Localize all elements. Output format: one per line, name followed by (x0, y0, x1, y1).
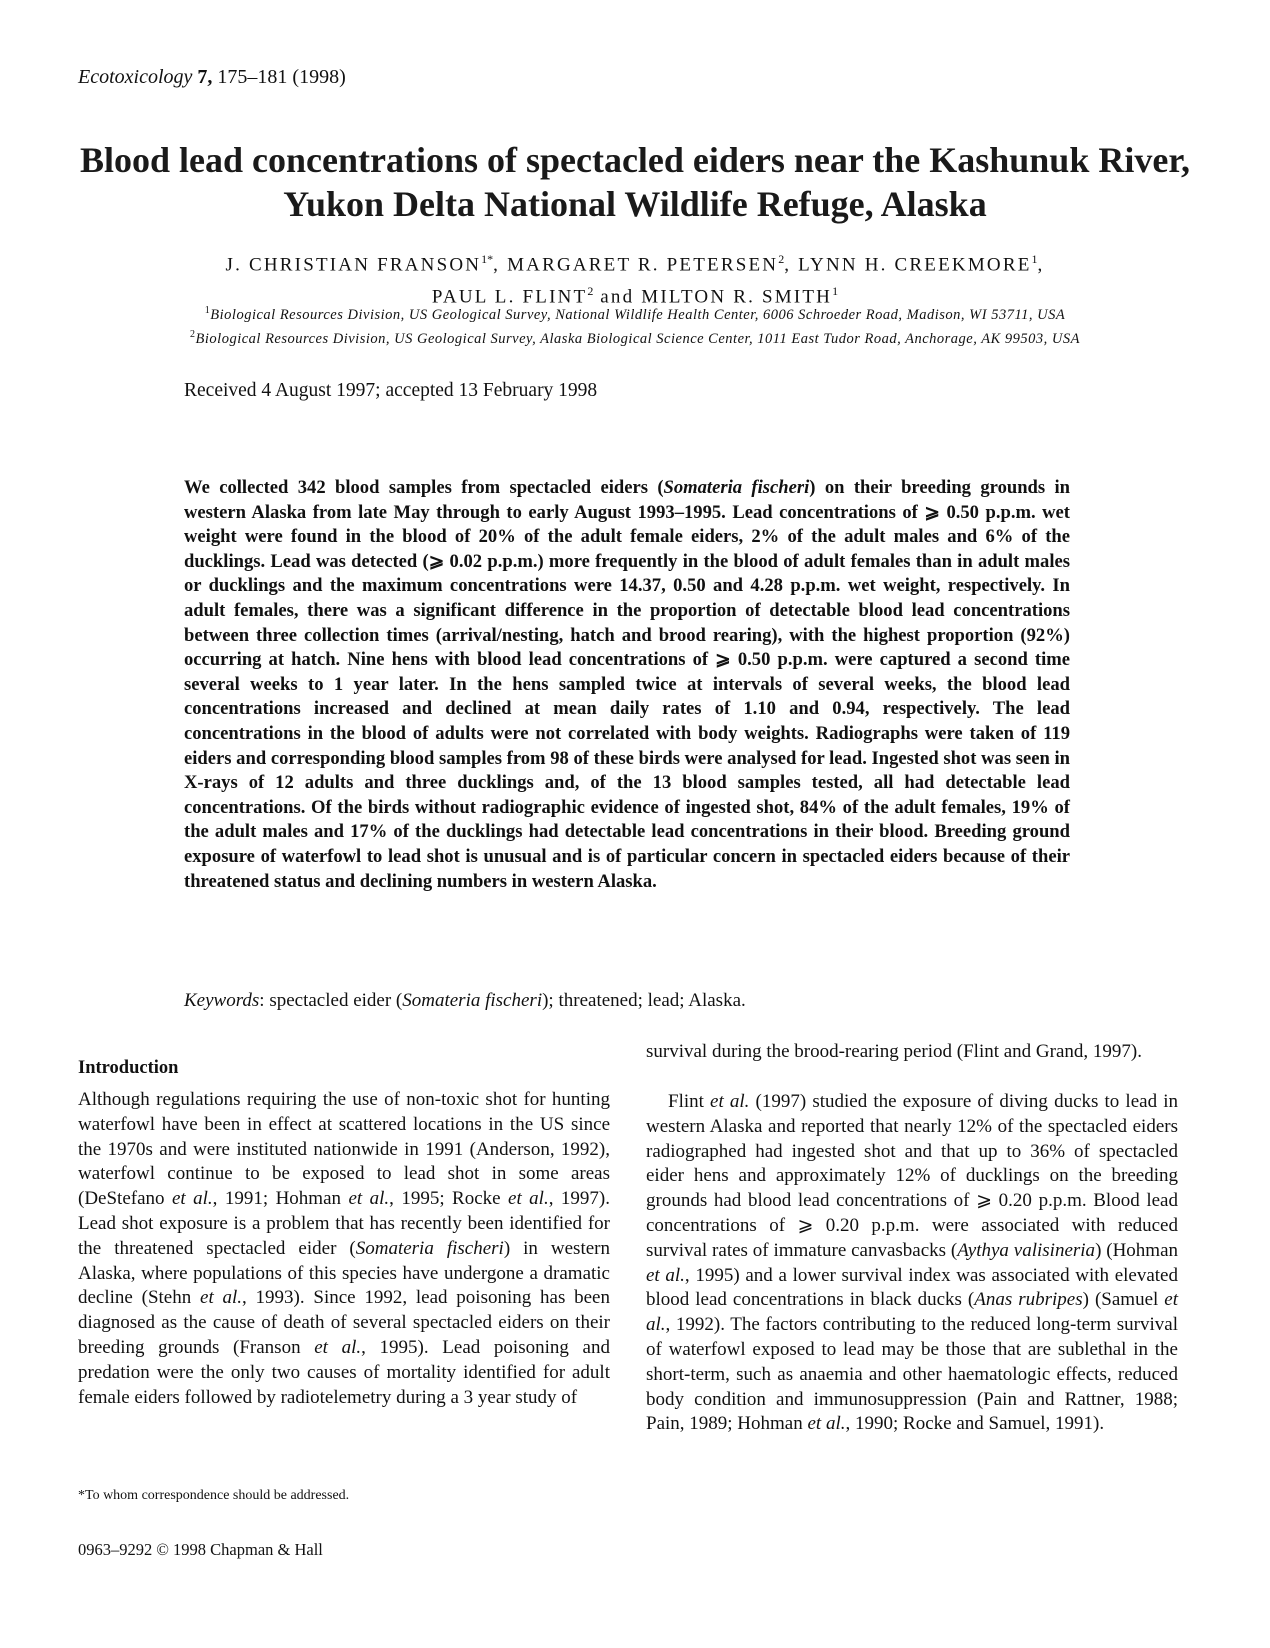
copyright-line: 0963–9292 © 1998 Chapman & Hall (78, 1540, 323, 1559)
et-al: et al. (710, 1091, 750, 1112)
journal-citation (78, 66, 346, 89)
et-al: et al. (508, 1188, 549, 1210)
author-affil-mark: 2 (587, 284, 594, 299)
abstract-text: We collected 342 blood samples from spectacled eiders ( (184, 477, 664, 498)
species-name: Somateria fischeri (355, 1237, 504, 1259)
journal-pages-year: 175–181 (1998) (217, 66, 346, 88)
body-text: Flint (668, 1091, 711, 1112)
body-text: , 1990; Rocke and Samuel, 1991). (845, 1413, 1105, 1435)
body-text: , 1991; Hohman (212, 1188, 349, 1210)
et-al: et al. (200, 1287, 243, 1309)
abstract (184, 476, 1070, 894)
body-text: ) in western Alaska, where populations of this species have undergone a dramatic decline (Stehn (78, 1237, 610, 1309)
paper-title: Blood lead concentrations of spectacled eiders near the Kashunuk River, Yukon Delta National Wildlife Refuge, Alaska (79, 140, 1190, 224)
et-al: et al. (646, 1289, 1178, 1336)
keywords (184, 990, 746, 1012)
author-affil-mark: 1* (481, 252, 494, 266)
affil-text: Biological Resources Division, US Geological Survey, National Wildlife Health Center, 6006 Schroeder Road, Madison, WI 53711, USA (210, 306, 1066, 323)
body-text: Although regulations requiring the use of non-toxic shot for hunting waterfowl have been in effect at scattered locations in the US since the 1970s and were instituted nationwide in 1991 (Anderson, 1992), waterfowl continue to be exposed to lead shot in some areas (DeStefano (78, 1089, 610, 1210)
body-text: ) (Hohman (1095, 1239, 1178, 1261)
correspondence-footnote: *To whom correspondence should be addressed. (78, 1488, 350, 1503)
received-dates: Received 4 August 1997; accepted 13 February 1998 (184, 380, 598, 401)
et-al: et al. (348, 1188, 390, 1210)
body-text: , 1997). Lead shot exposure is a problem that has recently been identified for the threatened spectacled eider ( (78, 1188, 610, 1259)
journal-volume: 7, (197, 66, 213, 88)
intro-paragraph-2 (646, 1090, 1178, 1437)
affil-mark: 1 (204, 305, 211, 316)
body-text: , 1993). Since 1992, lead poisoning has been diagnosed as the cause of death of several spectacled eiders on their breeding grounds (Franson (78, 1287, 610, 1358)
body-text: , 1995). Lead poisoning and predation were the only two causes of mortality identified for adult female eiders followed by radiotelemetry during a 3 year study of (78, 1336, 610, 1408)
keywords-text: ); threatened; lead; Alaska. (542, 990, 746, 1011)
species-name: Somateria fischeri (663, 477, 810, 498)
species-name: Somateria fischeri (402, 990, 543, 1011)
body-text: ) (Samuel (1082, 1289, 1165, 1311)
affiliations (90, 301, 1180, 349)
keywords-text: : spectacled eider ( (259, 990, 403, 1011)
section-heading-introduction: Introduction (78, 1058, 179, 1078)
et-al: et al. (314, 1336, 362, 1358)
et-al: et al. (807, 1413, 846, 1435)
et-al: et al. (171, 1188, 213, 1210)
body-text: (1997) studied the exposure of diving ducks to lead in western Alaska and reported that nearly 12% of the spectacled eiders radiographed had ingested shot and that up to 36% of spectacled eider hens and approximately 12% of ducklings on the breeding grounds had blood lead concentrations of ⩾ 0.20 p.p.m. Blood lead concentrations of ⩾ 0.20 p.p.m. were associated with reduced survival rates of immature canvasbacks ( (646, 1091, 1178, 1261)
species-name: Anas rubripes (974, 1289, 1083, 1311)
author-affil-mark: 2 (778, 252, 785, 266)
affil-mark: 2 (190, 328, 196, 340)
intro-paragraph-1 (78, 1088, 610, 1410)
species-name: Aythya valisineria (957, 1239, 1096, 1261)
journal-name: Ecotoxicology (78, 66, 193, 88)
intro-paragraph-1-continued: survival during the brood-rearing period (Flint and Grand, 1997). (646, 1041, 1142, 1062)
body-text: , 1995; Rocke (389, 1188, 509, 1210)
author-name: and MILTON R. SMITH (593, 286, 833, 308)
body-text: , 1995) and a lower survival index was associated with elevated blood lead concentrations in black ducks ( (646, 1264, 1178, 1311)
keywords-label: Keywords (184, 990, 260, 1011)
affil-text: Biological Resources Division, US Geological Survey, Alaska Biological Science Center, 1011 East Tudor Road, Anchorage, AK 99503, USA (195, 330, 1080, 347)
et-al: et al. (646, 1264, 685, 1286)
author-name: , MARGARET R. PETERSEN (493, 254, 779, 276)
author-name: , LYNN H. CREEKMORE (784, 254, 1032, 276)
affiliation-2 (90, 325, 1180, 349)
author-separator: , (1037, 254, 1045, 276)
affiliation-1 (90, 301, 1180, 325)
author-affil-mark: 1 (832, 284, 839, 299)
body-text: , 1992). The factors contributing to the reduced long-term survival of waterfowl exposed to lead may be those that are sublethal in the short-term, such as anaemia and other haematologic effects, reduced body condition and immunosuppression (Pain and Rattner, 1988; Pain, 1989; Hohman (646, 1314, 1178, 1435)
author-name: J. CHRISTIAN FRANSON (225, 254, 482, 276)
author-affil-mark: 1 (1031, 252, 1038, 266)
abstract-text: ) on their breeding grounds in western Alaska from late May through to early August 1993–1995. Lead concentrations of ⩾ 0.50 p.p.m. wet weight were found in the blood of 20% of the adult female eiders, 2% of the adult males and 6% of the ducklings. Lead was detected (⩾ 0.02 p.p.m.) more frequently in the blood of adult females than in adult males or ducklings and the maximum concentrations were 14.37, 0.50 and 4.28 p.p.m. wet weight, respectively. In adult females, there was a significant difference in the proportion of detectable blood lead concentrations between three collection times (arrival/nesting, hatch and brood rearing), with the highest proportion (92%) occurring at hatch. Nine hens with blood lead concentrations of ⩾ 0.50 p.p.m. were captured a second time several weeks to 1 year later. In the hens sampled twice at intervals of several weeks, the blood lead concentrations increased and declined at mean daily rates of 1.10 and 0.94, respectively. The lead concentrations in the blood of adults were not correlated with body weights. Radiographs were taken of 119 eiders and corresponding blood samples from 98 of these birds were analysed for lead. Ingested shot was seen in X-rays of 12 adults and three ducklings and, of the 13 blood samples tested, all had detectable lead concentrations. Of the birds without radiographic evidence of ingested shot, 84% of the adult females, 19% of the adult males and 17% of the ducklings had detectable lead concentrations in their blood. Breeding ground exposure of waterfowl to lead shot is unusual and is of particular concern in spectacled eiders because of their threatened status and declining numbers in western Alaska. (184, 477, 1071, 892)
author-name: PAUL L. FLINT (431, 286, 588, 308)
